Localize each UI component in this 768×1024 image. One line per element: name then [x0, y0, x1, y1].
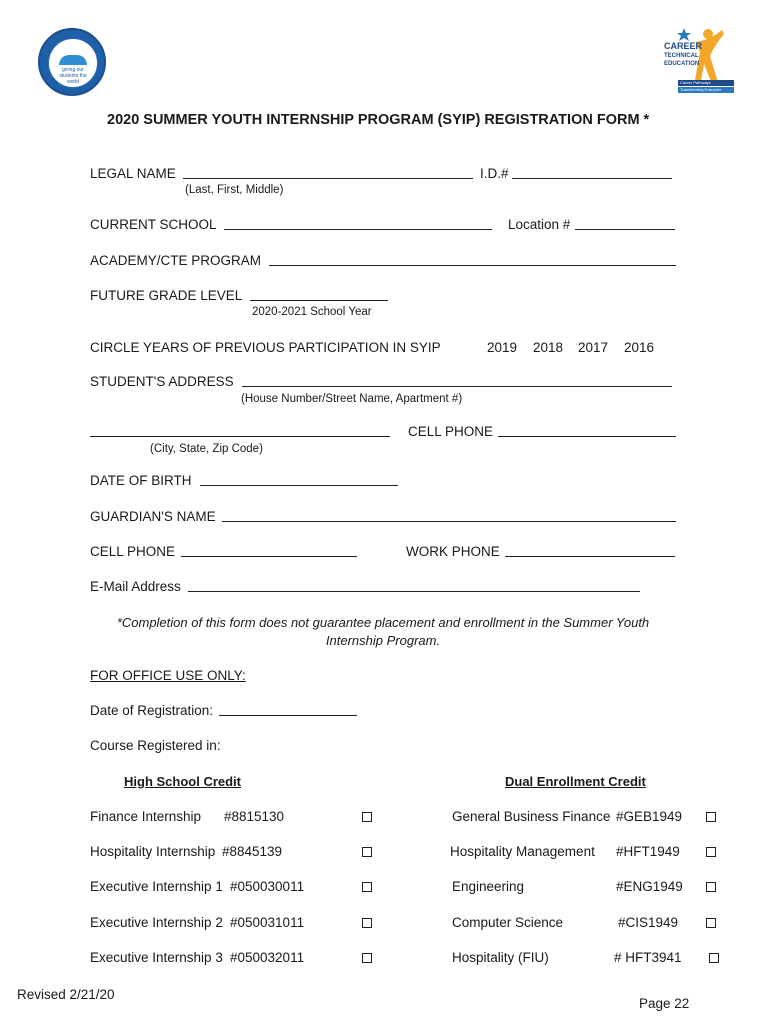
guardian-input[interactable]: [222, 521, 676, 522]
academy-input[interactable]: [269, 265, 676, 266]
hs-course-code: #050030011: [230, 879, 305, 894]
guardian-label: GUARDIAN'S NAME: [90, 509, 216, 524]
form-title: 2020 SUMMER YOUTH INTERNSHIP PROGRAM (SYIP) REGISTRATION FORM *: [107, 112, 650, 128]
date-of-registration-label: Date of Registration:: [90, 703, 214, 718]
dual-course-code: #CIS1949: [618, 915, 679, 930]
seal-wave-graphic: [59, 55, 87, 65]
dual-course-code: #GEB1949: [616, 809, 683, 824]
seal-inner-ring: [48, 38, 98, 88]
email-input[interactable]: [188, 591, 640, 592]
hs-course-checkbox[interactable]: [362, 847, 372, 857]
location-label: Location #: [508, 217, 571, 232]
dual-course-name: Hospitality (FIU): [452, 950, 549, 965]
dual-course-name: General Business Finance: [452, 809, 611, 824]
work-phone-input[interactable]: [505, 556, 675, 557]
cell-phone-label-2: CELL PHONE: [90, 544, 176, 559]
dual-course-checkbox[interactable]: [709, 953, 719, 963]
hs-course-code: #050032011: [230, 950, 305, 965]
cte-logo-line3: EDUCATION: [664, 61, 700, 67]
location-input[interactable]: [575, 229, 675, 230]
hs-course-checkbox[interactable]: [362, 812, 372, 822]
hs-course-name: Hospitality Internship: [90, 844, 216, 859]
hs-course-code: #8815130: [224, 809, 285, 824]
dual-course-code: # HFT3941: [614, 950, 682, 965]
academy-label: ACADEMY/CTE PROGRAM: [90, 253, 262, 268]
cte-logo-line2: TECHNICAL: [664, 53, 699, 59]
legal-name-hint: (Last, First, Middle): [185, 184, 284, 196]
seal-text: giving our students the world: [59, 67, 87, 85]
current-school-label: CURRENT SCHOOL: [90, 217, 217, 232]
dual-course-name: Hospitality Management: [450, 844, 595, 859]
cell-phone-input-1[interactable]: [498, 436, 676, 437]
dob-input[interactable]: [200, 485, 398, 486]
hs-course-checkbox[interactable]: [362, 882, 372, 892]
school-district-seal-logo: [38, 28, 106, 96]
legal-name-input[interactable]: [183, 178, 473, 179]
high-school-credit-heading: High School Credit: [124, 774, 241, 789]
year-2018-option[interactable]: 2018: [533, 340, 564, 355]
hs-course-name: Executive Internship 3: [90, 950, 223, 965]
revised-date: Revised 2/21/20: [17, 987, 115, 1002]
hs-course-name: Executive Internship 1: [90, 879, 223, 894]
page-number: Page 22: [639, 996, 690, 1011]
cell-phone-input-2[interactable]: [181, 556, 357, 557]
dual-course-name: Computer Science: [452, 915, 564, 930]
year-2019-option[interactable]: 2019: [487, 340, 518, 355]
previous-years-label: CIRCLE YEARS OF PREVIOUS PARTICIPATION IN SYIP: [90, 340, 441, 355]
placement-notice-line2: Internship Program.: [325, 633, 441, 648]
dob-label: DATE OF BIRTH: [90, 473, 192, 488]
current-school-input[interactable]: [224, 229, 492, 230]
hs-course-code: #8845139: [222, 844, 283, 859]
dual-course-checkbox[interactable]: [706, 847, 716, 857]
course-registered-label: Course Registered in:: [90, 738, 221, 753]
future-grade-input[interactable]: [250, 300, 388, 301]
address-input[interactable]: [242, 386, 672, 387]
career-technical-education-logo: [660, 26, 736, 96]
email-label: E-Mail Address: [90, 579, 181, 594]
address-label: STUDENT'S ADDRESS: [90, 374, 234, 389]
id-input[interactable]: [512, 178, 672, 179]
placement-notice-line1: *Completion of this form does not guarantee placement and enrollment in the Summer Youth: [116, 615, 650, 630]
dual-course-checkbox[interactable]: [706, 918, 716, 928]
year-2016-option[interactable]: 2016: [624, 340, 655, 355]
cte-logo-tag1: Career Pathways: [680, 80, 711, 85]
dual-course-code: #ENG1949: [616, 879, 683, 894]
future-grade-hint: 2020-2021 School Year: [252, 306, 372, 318]
hs-course-checkbox[interactable]: [362, 953, 372, 963]
legal-name-label: LEGAL NAME: [90, 166, 176, 181]
hs-course-checkbox[interactable]: [362, 918, 372, 928]
dual-course-checkbox[interactable]: [706, 812, 716, 822]
hs-course-name: Finance Internship: [90, 809, 202, 824]
address-hint: (House Number/Street Name, Apartment #): [241, 393, 463, 405]
dual-course-checkbox[interactable]: [706, 882, 716, 892]
city-state-zip-hint: (City, State, Zip Code): [150, 443, 263, 455]
placement-notice: [90, 614, 676, 650]
dual-course-code: #HFT1949: [616, 844, 680, 859]
id-label: I.D.#: [480, 166, 509, 181]
cell-phone-label-1: CELL PHONE: [408, 424, 494, 439]
hs-course-name: Executive Internship 2: [90, 915, 223, 930]
hs-course-code: #050031011: [230, 915, 305, 930]
cte-logo-tag2: Transforming Everyone: [680, 87, 722, 92]
dual-course-name: Engineering: [452, 879, 525, 894]
year-2017-option[interactable]: 2017: [578, 340, 609, 355]
work-phone-label: WORK PHONE: [406, 544, 500, 559]
dual-enrollment-credit-heading: Dual Enrollment Credit: [505, 774, 646, 789]
cte-logo-line1: CAREER: [664, 41, 703, 51]
future-grade-label: FUTURE GRADE LEVEL: [90, 288, 243, 303]
city-state-zip-input[interactable]: [90, 436, 390, 437]
office-use-heading: FOR OFFICE USE ONLY:: [90, 668, 246, 683]
date-of-registration-input[interactable]: [219, 715, 357, 716]
